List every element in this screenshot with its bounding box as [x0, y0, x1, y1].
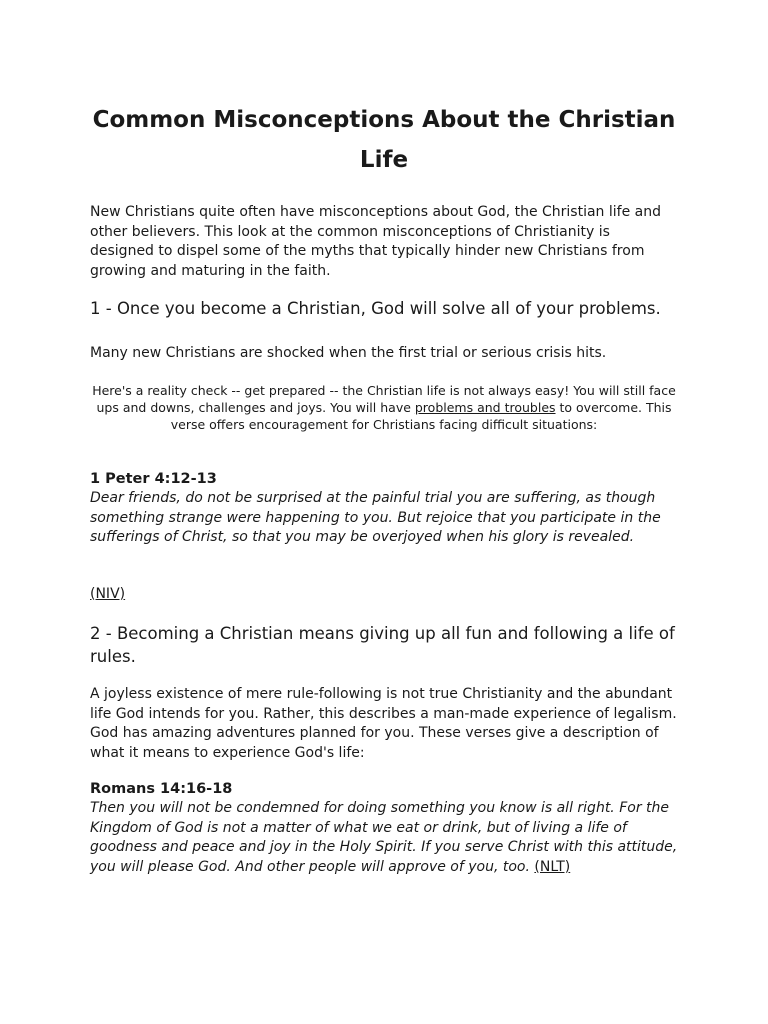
- section-1-lead: Many new Christians are shocked when the first trial or serious crisis hits.: [90, 345, 607, 361]
- verse-reference-1-peter: 1 Peter 4:12-13: [90, 471, 217, 487]
- section-1-reality-check: [90, 382, 678, 433]
- nlt-link[interactable]: (NLT): [534, 858, 571, 875]
- problems-and-troubles-link[interactable]: problems and troubles: [414, 400, 556, 415]
- section-2-heading: 2 - Becoming a Christian means giving up all fun and following a life of rules.: [90, 624, 675, 666]
- section-1-heading: 1 - Once you become a Christian, God will solve all of your problems.: [90, 299, 661, 318]
- version-link-niv-wrapper: [90, 585, 678, 605]
- section-2-body: A joyless existence of mere rule-following is not true Christianity and the abundant life God intends for you. Rather, this describes a man-made experience of legalism. God has amazing adventures planned for you. These verses give a description of what it means to experience God's life:: [90, 686, 677, 761]
- niv-link[interactable]: (NIV): [90, 586, 126, 602]
- page-title: Common Misconceptions About the Christian Life: [92, 107, 676, 173]
- reality-check-text-before: Here's a reality check -- get prepared -- the Christian life is not always easy! You will still face ups and downs, challenges and joys. You will have: [92, 383, 676, 415]
- verse-text-romans: [90, 799, 678, 877]
- romans-verse-body: Then you will not be condemned for doing something you know is all right. For the Kingdom of God is not a matter of what we eat or drink, but of living a life of goodness and peace and joy in the Holy Spirit. If you serve Christ with this attitude, you will please God. And other people will approve of you, too.: [90, 800, 678, 875]
- reality-check-text-after: to overcome. This verse offers encouragement for Christians facing difficult situations:: [170, 400, 672, 432]
- verse-reference-romans: Romans 14:16-18: [90, 781, 233, 797]
- intro-paragraph: New Christians quite often have misconceptions about God, the Christian life and other believers. This look at the common misconceptions of Christianity is designed to dispel some of the myths that typically hinder new Christians from growing and maturing in the faith.: [90, 204, 661, 279]
- verse-text-1-peter: Dear friends, do not be surprised at the painful trial you are suffering, as though something strange were happening to you. But rejoice that you participate in the sufferings of Christ, so that you may be overjoyed when his glory is revealed.: [90, 490, 661, 546]
